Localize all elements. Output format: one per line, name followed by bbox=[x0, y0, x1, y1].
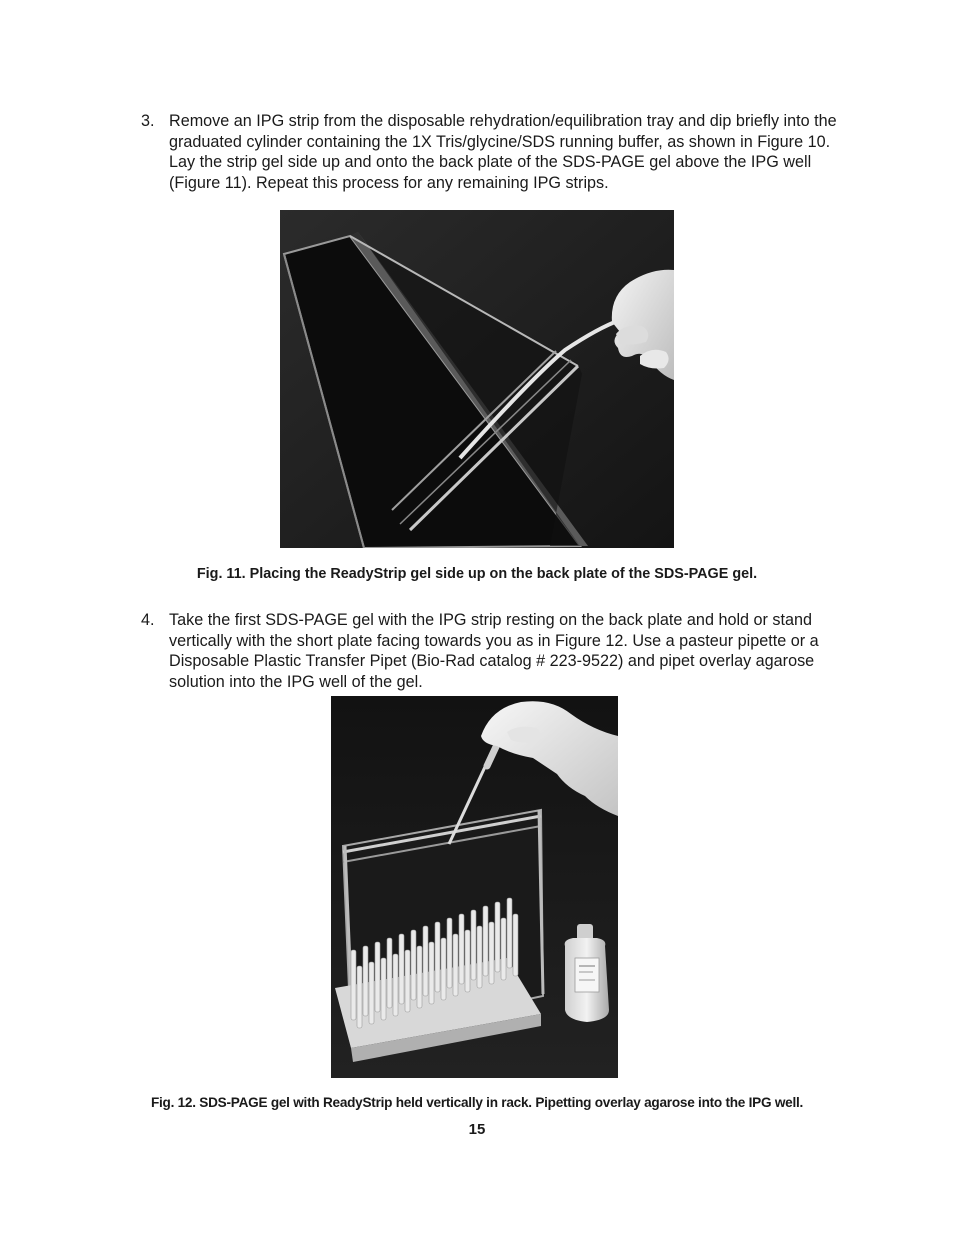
step-4 bbox=[141, 610, 846, 692]
page-number: 15 bbox=[468, 1121, 486, 1138]
step-text: Remove an IPG strip from the disposable rehydration/equilibration tray and dip briefly into the graduated cylinder containing the 1X Tris/glycine/SDS running buffer, as shown in Figure 10. Lay the strip gel side up and onto the back plate of the SDS-PAGE gel above the IPG well (Figure 11). Repeat this process for any remaining IPG strips. bbox=[169, 112, 837, 192]
figure-11-caption: Fig. 11. Placing the ReadyStrip gel side up on the back plate of the SDS-PAGE gel. bbox=[196, 566, 758, 582]
figure-11-photo bbox=[280, 210, 674, 548]
step-text: Take the first SDS-PAGE gel with the IPG strip resting on the back plate and hold or stand vertically with the short plate facing towards you as in Figure 12. Use a pasteur pipette or a Disposable Plastic Transfer Pipet (Bio-Rad catalog # 223-9522) and pipet overlay agarose solution into the IPG well of the gel. bbox=[169, 611, 819, 691]
figure-12-photo bbox=[331, 696, 618, 1078]
step-number: 4. bbox=[141, 611, 155, 629]
step-number: 3. bbox=[141, 112, 155, 130]
step-3 bbox=[141, 111, 846, 193]
figure-12-caption: Fig. 12. SDS-PAGE gel with ReadyStrip held vertically in rack. Pipetting overlay agarose into the IPG well. bbox=[150, 1095, 804, 1110]
